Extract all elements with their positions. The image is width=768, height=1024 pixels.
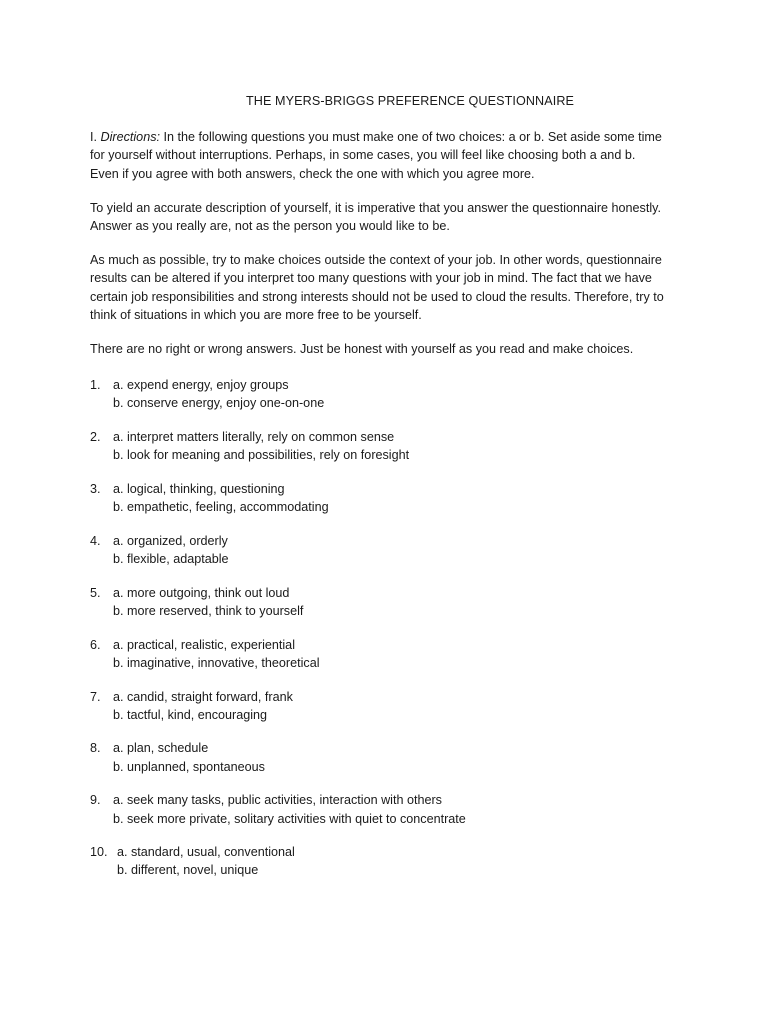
option-b[interactable]: b. conserve energy, enjoy one-on-one xyxy=(113,396,325,411)
question-number: 3. xyxy=(90,482,101,497)
question-list xyxy=(90,376,690,879)
paragraph-line: results can be altered if you interpret too many questions with your job in mind. The fact that we have xyxy=(90,271,652,286)
option-a[interactable]: a. practical, realistic, experiential xyxy=(113,637,295,652)
question-item xyxy=(90,688,690,724)
option-b[interactable]: b. look for meaning and possibilities, rely on foresight xyxy=(113,448,410,463)
question-item xyxy=(90,532,690,568)
paragraph-line: Answer as you really are, not as the person you would like to be. xyxy=(90,219,450,234)
option-b[interactable]: b. seek more private, solitary activities with quiet to concentrate xyxy=(113,811,466,826)
directions-line-3: Even if you agree with both answers, check the one with which you agree more. xyxy=(90,166,535,181)
paragraph-line: As much as possible, try to make choices outside the context of your job. In other words, questionnaire xyxy=(90,253,662,268)
honesty-paragraph xyxy=(90,199,690,235)
no-wrong-answers-paragraph xyxy=(90,340,690,358)
question-options xyxy=(113,428,409,464)
question-number: 1. xyxy=(90,378,101,393)
question-options xyxy=(117,843,295,879)
directions-paragraph xyxy=(90,128,690,183)
question-number: 6. xyxy=(90,637,101,652)
question-item xyxy=(90,791,690,827)
option-b[interactable]: b. different, novel, unique xyxy=(117,863,259,878)
option-b[interactable]: b. more reserved, think to yourself xyxy=(113,604,304,618)
question-item xyxy=(90,376,690,412)
question-options xyxy=(113,688,293,724)
question-options xyxy=(113,532,229,568)
option-b[interactable]: b. unplanned, spontaneous xyxy=(113,759,265,774)
question-number: 4. xyxy=(90,533,101,548)
option-b[interactable]: b. flexible, adaptable xyxy=(113,552,229,567)
paragraph-line: think of situations in which you are more free to be yourself. xyxy=(90,307,422,322)
question-number: 8. xyxy=(90,741,101,756)
directions-line-1 xyxy=(90,128,690,146)
question-item xyxy=(90,636,690,672)
directions-line-2: for yourself without interruptions. Perhaps, in some cases, you will feel like choosing both a and b. xyxy=(90,148,636,163)
question-item xyxy=(90,480,690,516)
question-options xyxy=(113,791,466,827)
paragraph-line: certain job responsibilities and strong interests should not be used to cloud the results. Therefore, try to xyxy=(90,289,664,304)
question-item xyxy=(90,739,690,775)
option-a[interactable]: a. more outgoing, think out loud xyxy=(113,585,290,600)
directions-prefix: I. xyxy=(90,130,101,145)
question-number: 10. xyxy=(90,845,108,860)
option-b[interactable]: b. tactful, kind, encouraging xyxy=(113,707,268,722)
question-options xyxy=(113,376,324,412)
question-options xyxy=(113,584,303,620)
question-options xyxy=(113,739,265,775)
option-a[interactable]: a. seek many tasks, public activities, interaction with others xyxy=(113,793,442,808)
question-number: 2. xyxy=(90,430,101,445)
directions-label: Directions: xyxy=(100,130,160,145)
question-item xyxy=(90,584,690,620)
question-number: 5. xyxy=(90,585,101,600)
option-a[interactable]: a. plan, schedule xyxy=(113,741,209,756)
option-a[interactable]: a. candid, straight forward, frank xyxy=(113,689,293,704)
question-number: 9. xyxy=(90,793,101,808)
question-options xyxy=(113,636,320,672)
paragraph-line: To yield an accurate description of yourself, it is imperative that you answer the questionnaire honestly. xyxy=(90,200,661,215)
question-item xyxy=(90,843,690,879)
context-paragraph xyxy=(90,251,690,324)
option-b[interactable]: b. imaginative, innovative, theoretical xyxy=(113,655,320,670)
option-a[interactable]: a. logical, thinking, questioning xyxy=(113,482,285,497)
directions-text: In the following questions you must make one of two choices: a or b. Set aside some time xyxy=(160,130,662,145)
option-a[interactable]: a. organized, orderly xyxy=(113,533,228,548)
document-page xyxy=(90,92,690,895)
option-a[interactable]: a. expend energy, enjoy groups xyxy=(113,378,289,393)
option-a[interactable]: a. standard, usual, conventional xyxy=(117,845,295,860)
document-title: THE MYERS-BRIGGS PREFERENCE QUESTIONNAIRE xyxy=(245,94,575,108)
question-item xyxy=(90,428,690,464)
option-b[interactable]: b. empathetic, feeling, accommodating xyxy=(113,500,329,515)
option-a[interactable]: a. interpret matters literally, rely on common sense xyxy=(113,430,395,445)
question-options xyxy=(113,480,329,516)
question-number: 7. xyxy=(90,689,101,704)
paragraph-line: There are no right or wrong answers. Just be honest with yourself as you read and make choices. xyxy=(90,342,634,357)
